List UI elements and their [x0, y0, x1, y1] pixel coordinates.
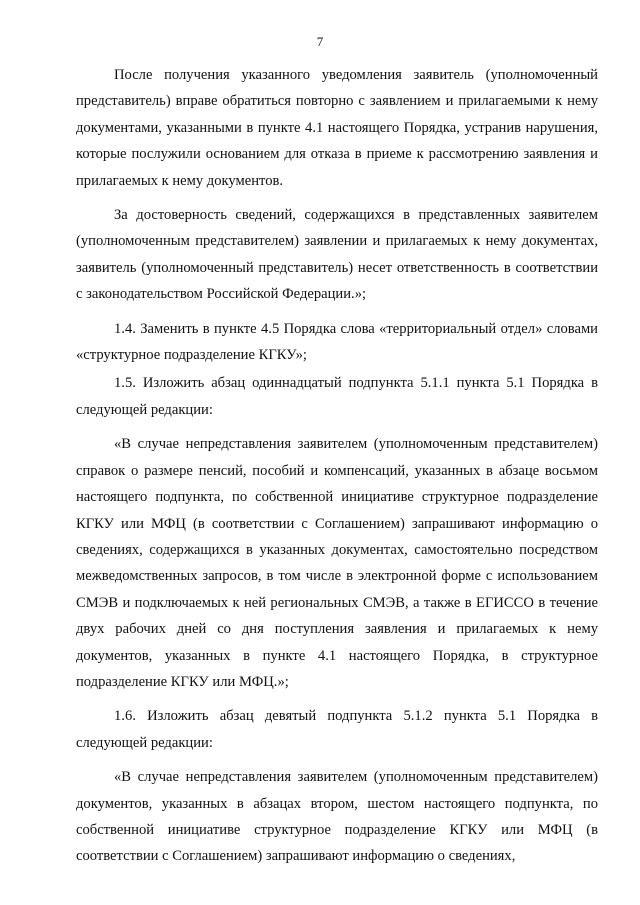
- paragraph-resubmission: После получения указанного уведомления заявитель (уполномоченный представитель) вправе обратиться повторно с заявлением и прилагаемыми к нему документами, указанными в пункте 4.1 настоящего Порядка, устранив нарушения, которые послужили основанием для отказа в приеме к рассмотрению заявления и прилагаемых к нему документов.: [76, 67, 598, 189]
- paragraph-quote-1-5: «В случае непредставления заявителем (уполномоченным представителем) справок о размере пенсий, пособий и компенсаций, указанных в абзаце восьмом настоящего подпункта, по собственной инициативе структурное подразделение КГКУ или МФЦ (в соответствии с Соглашением) запрашивают информацию о сведениях, содержащихся в указанных документах, самостоятельно посредством межведомственных запросов, в том числе в электронной форме с использованием СМЭВ и подключаемых к ней региональных СМЭВ, а также в ЕГИССО в течение двух рабочих дней со дня поступления заявления и прилагаемых к нему документов, указанных в пункте 4.1 настоящего Порядка, в структурное подразделение КГКУ или МФЦ.»;: [76, 436, 598, 690]
- paragraph-item-1-5: 1.5. Изложить абзац одиннадцатый подпункта 5.1.1 пункта 5.1 Порядка в следующей редакции:: [76, 375, 598, 418]
- document-body: [76, 62, 598, 872]
- paragraph-item-1-6: 1.6. Изложить абзац девятый подпункта 5.1.2 пункта 5.1 Порядка в следующей редакции:: [76, 708, 598, 751]
- paragraph-item-1-4: 1.4. Заменить в пункте 4.5 Порядка слова «территориальный отдел» словами «структурное подразделение КГКУ»;: [76, 320, 598, 364]
- paragraph-quote-1-6: «В случае непредставления заявителем (уполномоченным представителем) документов, указанных в абзацах втором, шестом настоящего подпункта, по собственной инициативе структурное подразделение КГКУ или МФЦ (в соответствии с Соглашением) запрашивают информацию о сведениях,: [76, 769, 598, 865]
- paragraph-responsibility: За достоверность сведений, содержащихся в представленных заявителем (уполномоченным представителем) заявлении и прилагаемых к нему документах, заявитель (уполномоченный представитель) несет ответственность в соответствии с законодательством Российской Федерации.»;: [76, 207, 598, 303]
- page-number: 7: [316, 34, 324, 49]
